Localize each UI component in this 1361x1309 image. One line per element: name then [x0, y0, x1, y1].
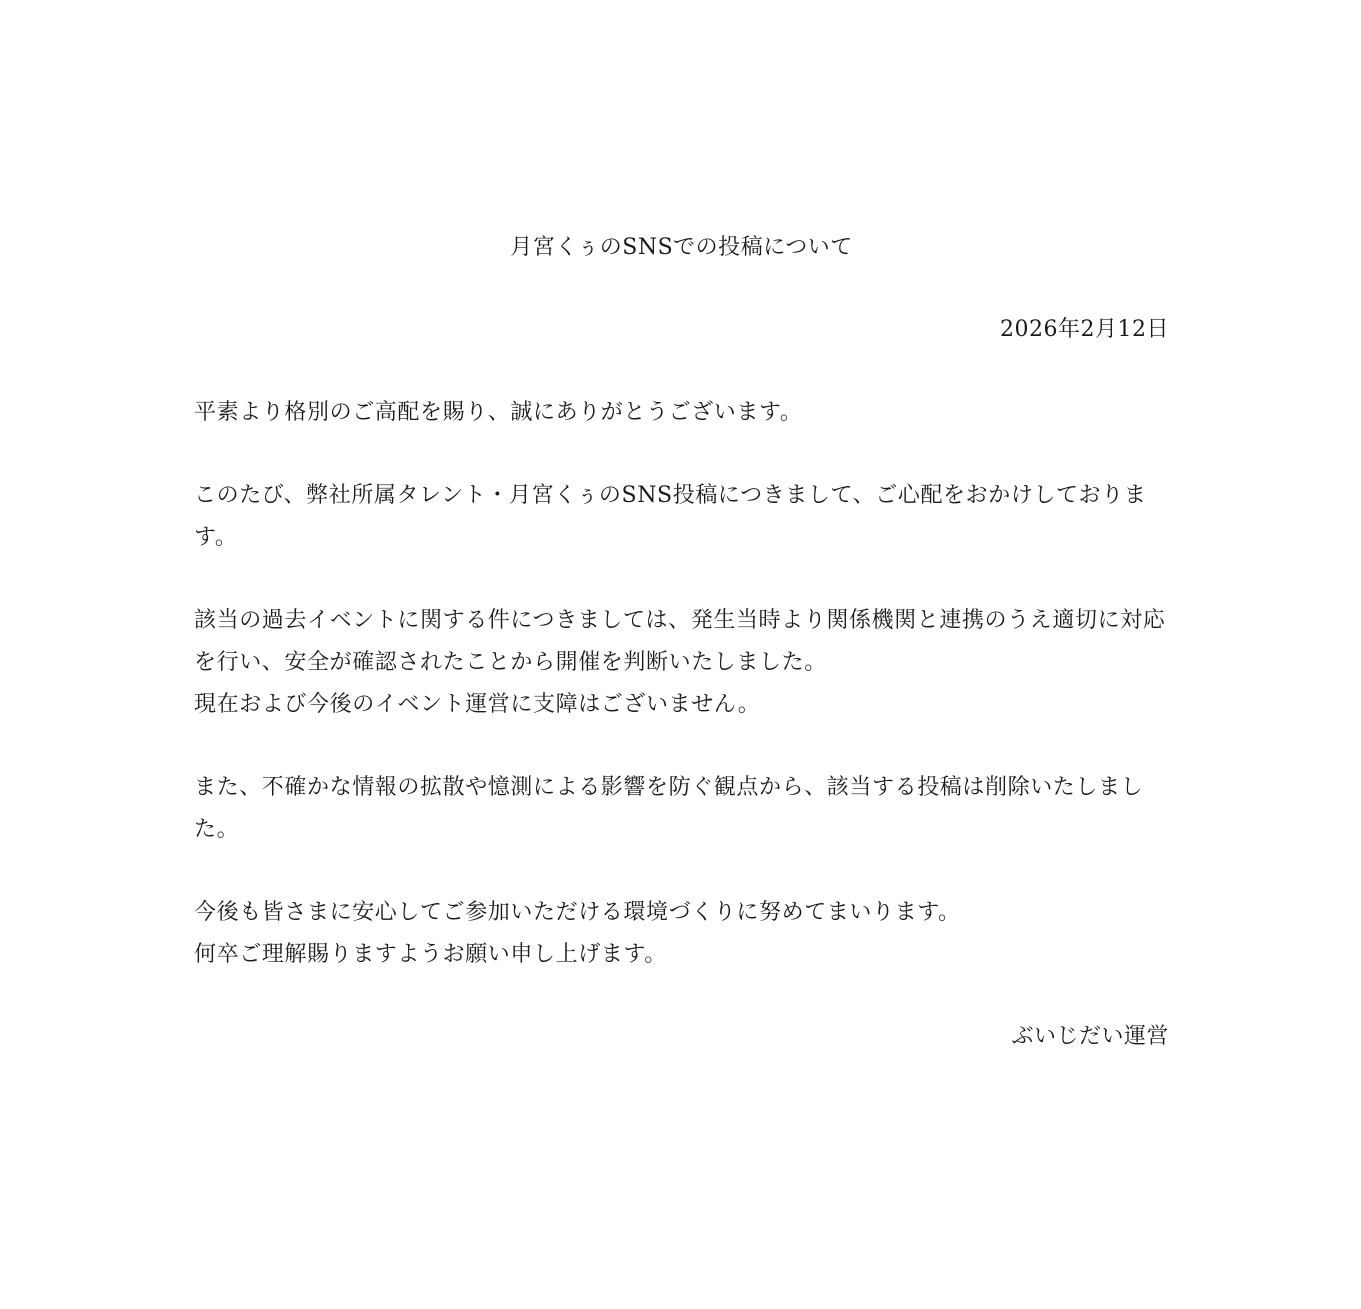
paragraph-post-deletion	[194, 767, 1169, 851]
paragraph-line: 該当の過去イベントに関する件につきましては、発生当時より関係機関と連携のうえ適切に対応を行い、安全が確認されたことから開催を判断いたしました。	[194, 608, 1166, 675]
paragraph-line: 現在および今後のイベント運営に支障はございません。	[194, 692, 761, 717]
paragraph-line: 平素より格別のご高配を賜り、誠にありがとうございます。	[194, 400, 803, 425]
announcement-document	[194, 228, 1169, 1057]
paragraph-line: 何卒ご理解賜りますようお願い申し上げます。	[194, 942, 667, 967]
paragraph-line: また、不確かな情報の拡散や憶測による影響を防ぐ観点から、該当する投稿は削除いたしました。	[194, 775, 1144, 842]
paragraph-event-handling	[194, 600, 1169, 726]
paragraph-concern	[194, 475, 1169, 559]
paragraph-line: このたび、弊社所属タレント・月宮くぅのSNS投稿につきまして、ご心配をおかけしております。	[194, 483, 1147, 550]
document-title: 月宮くぅのSNSでの投稿について	[510, 235, 853, 260]
document-signature: ぶいじだい運営	[1011, 1024, 1169, 1049]
paragraph-greeting	[194, 392, 1169, 434]
paragraph-line: 今後も皆さまに安心してご参加いただける環境づくりに努めてまいります。	[194, 900, 961, 925]
paragraph-closing	[194, 892, 1169, 976]
document-date: 2026年2月12日	[1000, 317, 1169, 342]
